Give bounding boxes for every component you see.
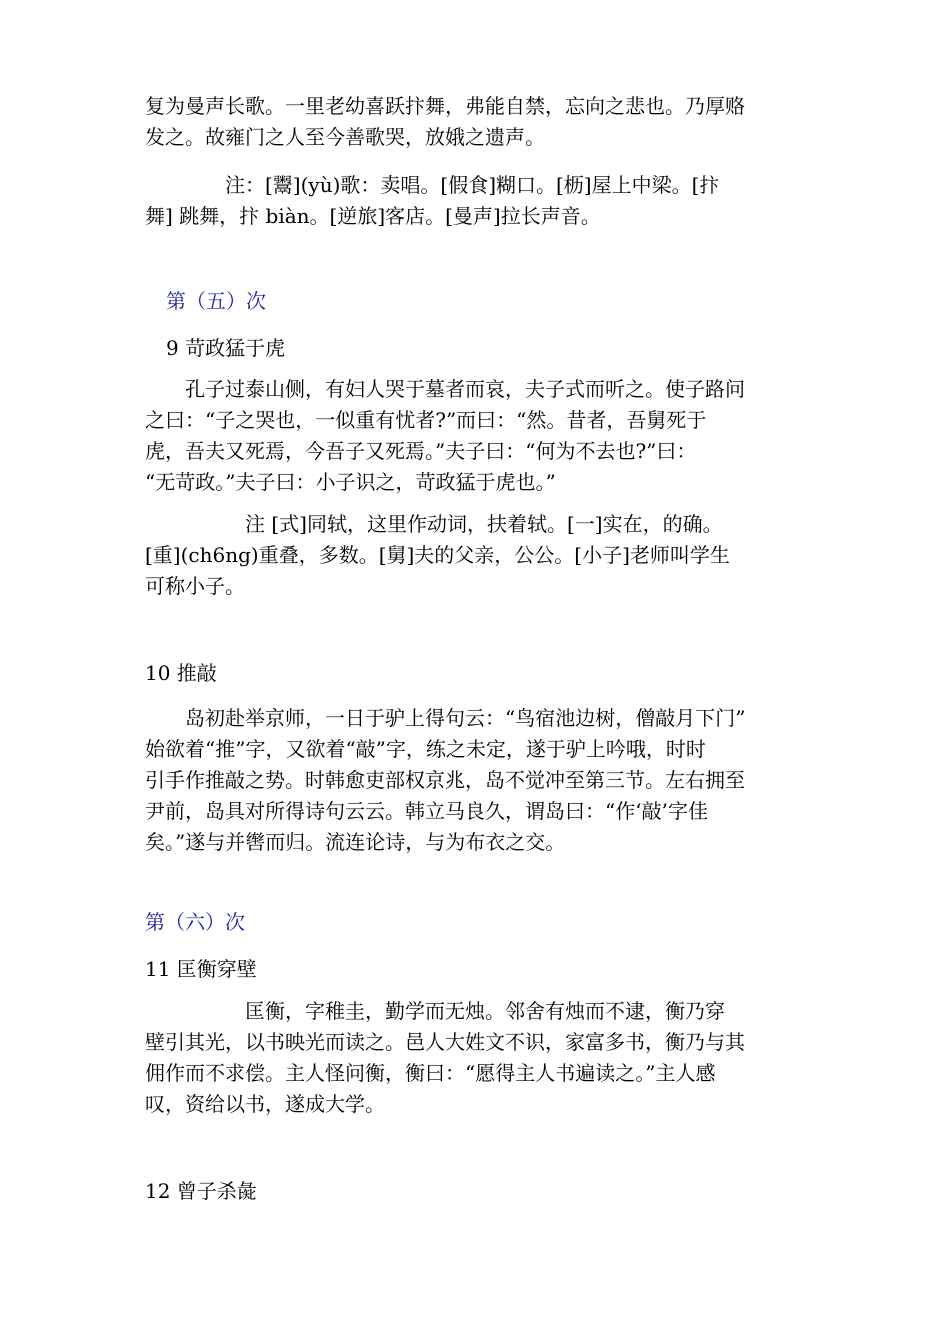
text-line: 壁引其光，以书映光而读之。邑人大姓文不识，家富多书，衡乃与其	[145, 1030, 745, 1054]
text-line: 之曰：“子之哭也，一似重有忧者?”而曰：“然。昔者，吾舅死于	[145, 408, 707, 432]
note-line: [重](ch6ng)重叠，多数。[舅]夫的父亲，公公。[小子]老师叫学生	[145, 543, 730, 567]
story-10-title: 10 推敲	[145, 661, 217, 685]
text-line: 发之。故雍门之人至今善歌哭，放娥之遗声。	[145, 125, 545, 149]
text-line: 岛初赴举京师，一日于驴上得句云：“鸟宿池边树，僧敲月下门”	[145, 706, 746, 730]
note-line: 注：[鬻](yù)歌：卖唱。[假食]糊口。[枥]屋上中梁。[抃	[145, 173, 720, 197]
text-line: 叹，资给以书，遂成大学。	[145, 1092, 385, 1116]
paragraph-1	[145, 91, 745, 153]
text-line: 尹前，岛具对所得诗句云云。韩立马良久，谓岛曰：“作‘敲’字佳	[145, 799, 708, 823]
text-line: 引手作推敲之势。时韩愈吏部权京兆，岛不觉冲至第三节。左右拥至	[145, 768, 745, 792]
text-line: 匡衡，字稚圭，勤学而无烛。邻舍有烛而不逮，衡乃穿	[145, 999, 725, 1023]
text-line: 孔子过泰山侧，有妇人哭于墓者而哀，夫子式而听之。使子路问	[145, 377, 745, 401]
note-line: 可称小子。	[145, 574, 245, 598]
story-9-text	[145, 374, 745, 498]
text-line: 始欲着“推”字，又欲着“敲”字，练之未定，遂于驴上吟哦，时时	[145, 737, 706, 761]
text-line: 复为曼声长歌。一里老幼喜跃抃舞，弗能自禁，忘向之悲也。乃厚赂	[145, 94, 745, 118]
story-9-title: 9 苛政猛于虎	[166, 336, 286, 360]
story-11-title: 11 匡衡穿壁	[145, 957, 257, 981]
section-6-heading: 第（六）次	[145, 910, 245, 934]
text-line: 虎，吾夫又死焉，今吾子又死焉。”夫子曰：“何为不去也?”曰：	[145, 439, 697, 463]
story-12-title: 12 曾子杀彘	[145, 1179, 257, 1203]
note-line: 舞] 跳舞，抃 biàn。[逆旅]客店。[曼声]拉长声音。	[145, 204, 601, 228]
story-9-note	[145, 509, 730, 602]
note-line: 注 [式]同轼，这里作动词，扶着轼。[一]实在，的确。	[145, 512, 723, 536]
story-11-text	[145, 996, 745, 1120]
note-1	[145, 170, 719, 232]
section-5-heading: 第（五）次	[166, 289, 266, 313]
story-10-text	[145, 703, 745, 858]
text-line: “无苛政。”夫子曰：小子识之，苛政猛于虎也。”	[145, 470, 556, 494]
text-line: 矣。”遂与并辔而归。流连论诗，与为布衣之交。	[145, 830, 566, 854]
text-line: 佣作而不求偿。主人怪问衡，衡曰：“愿得主人书遍读之。”主人感	[145, 1061, 716, 1085]
